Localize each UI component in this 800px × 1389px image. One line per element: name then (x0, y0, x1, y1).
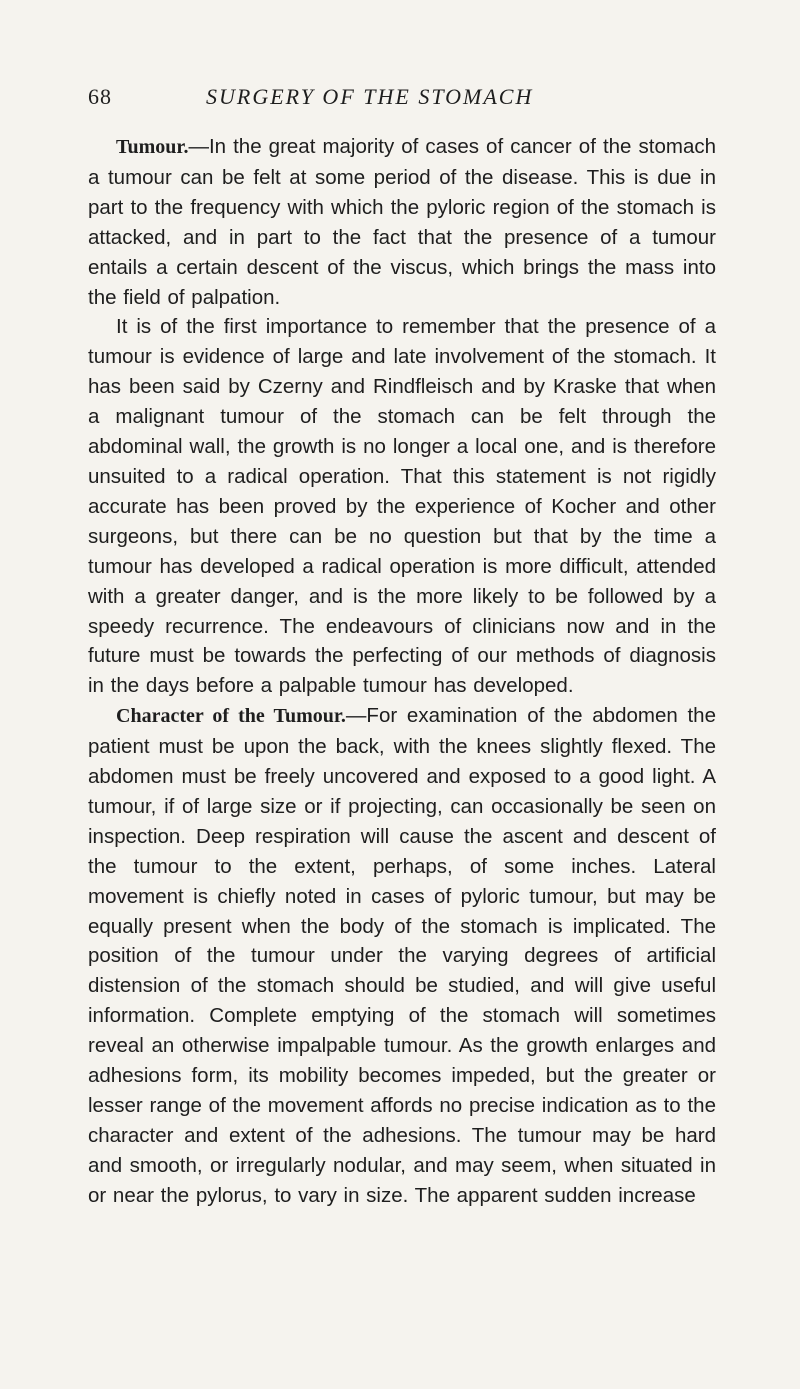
paragraph-text: It is of the first importance to remember that the presence of a tumour is evidence of large and late involvement of the stomach. It has been said by Czerny and Rindfleisch and by Kraske that when a malignant tumour of the stomach can be felt through the abdominal wall, the growth is no longer a local one, and is therefore unsuited to a radical operation. That this statement is not rigidly accurate has been proved by the experience of Kocher and other surgeons, but there can be no question but that by the time a tumour has developed a radical operation is more difficult, attended with a greater danger, and is the more likely to be followed by a speedy recurrence. The endeavours of clinicians now and in the future must be towards the perfecting of our methods of diagnosis in the days before a palpable tumour has developed. (88, 315, 716, 698)
running-head (88, 84, 718, 114)
paragraph-text: —For examination of the abdomen the patient must be upon the back, with the knees slightly flexed. The abdomen must be freely uncovered and exposed to a good light. A tumour, if of large size or if projecting, can occasionally be seen on inspection. Deep respiration will cause the ascent and descent of the tumour to the extent, perhaps, of some inches. Lateral movement is chiefly noted in cases of pyloric tumour, but may be equally present when the body of the stomach is implicated. The position of the tumour under the varying degrees of artificial distension of the stomach should be studied, and will give useful information. Complete emptying of the stomach will sometimes reveal an otherwise impalpable tumour. As the growth enlarges and adhesions form, its mobility becomes impeded, but the greater or lesser range of the movement affords no precise indication as to the character and extent of the adhesions. The tumour may be hard and smooth, or irregularly nodular, and may seem, when situated in or near the pylorus, to vary in size. The apparent sudden increase (88, 704, 716, 1207)
run-in-heading: Tumour. (116, 136, 189, 158)
running-title: SURGERY OF THE STOMACH (206, 84, 534, 109)
body-text (88, 132, 716, 1211)
paragraph-character (88, 701, 716, 1210)
paragraph-text: —In the great majority of cases of cancer of the stomach a tumour can be felt at some period of the disease. This is due in part to the frequency with which the pyloric region of the stomach is attacked, and in part to the fact that the presence of a tumour entails a certain descent of the viscus, which brings the mass into the field of palpation. (88, 135, 716, 309)
run-in-heading: Character of the Tumour. (116, 705, 346, 728)
page-number: 68 (88, 84, 112, 109)
paragraph-importance (88, 312, 716, 701)
paragraph-tumour (88, 132, 716, 312)
